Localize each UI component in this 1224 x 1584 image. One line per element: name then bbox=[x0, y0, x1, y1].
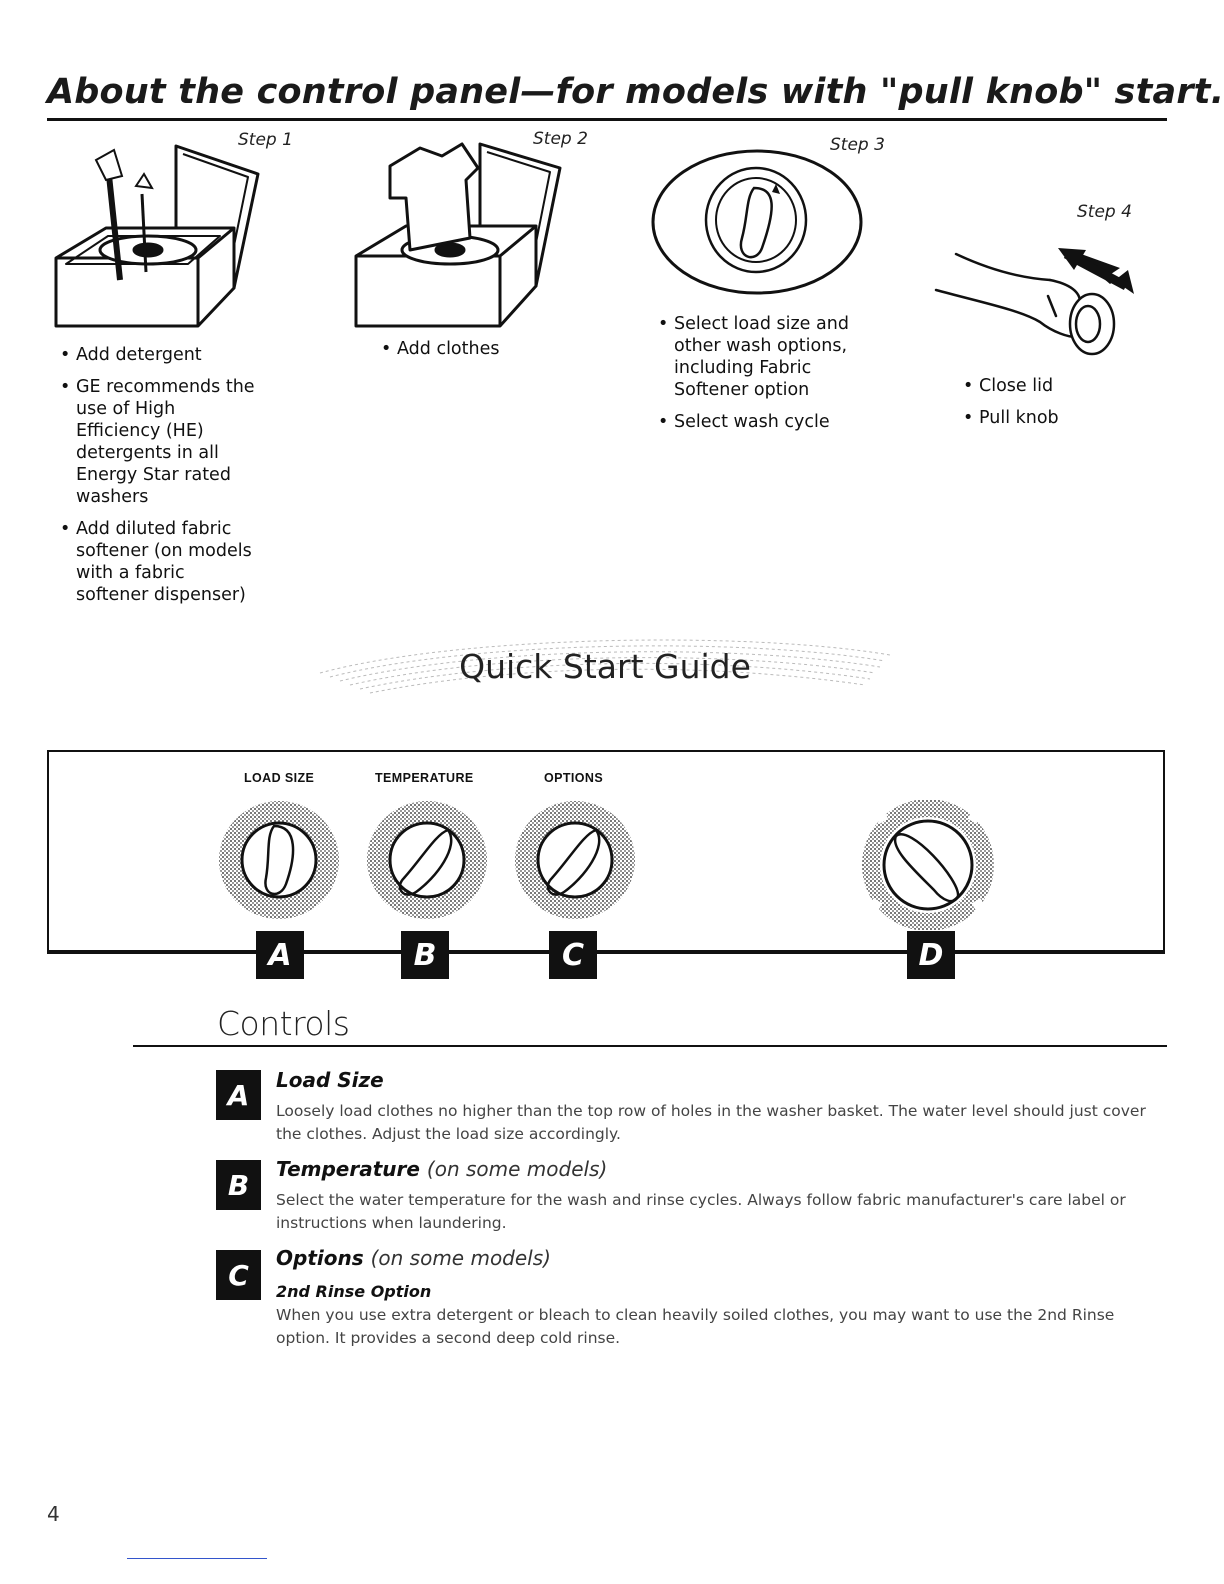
step-3-bullets bbox=[658, 313, 878, 443]
control-body-options: When you use extra detergent or bleach to clean heavily soiled clothes, you may want to use the 2nd Rinse option. It provides a second deep cold rinse. bbox=[276, 1306, 1115, 1347]
control-heading-temperature bbox=[276, 1157, 607, 1181]
options-knob-icon[interactable] bbox=[515, 801, 635, 919]
control-body-temperature: Select the water temperature for the wash and rinse cycles. Always follow fabric manufacturer's care label or instructions when laundering. bbox=[276, 1191, 1126, 1232]
control-sublabel-2nd-rinse: 2nd Rinse Option bbox=[276, 1282, 432, 1301]
quick-start-title: Quick Start Guide bbox=[459, 647, 751, 686]
pull-knob-illustration bbox=[930, 240, 1145, 370]
step-1-bullet: • Add detergent bbox=[60, 344, 260, 366]
control-body-load-size: Loosely load clothes no higher than the top row of holes in the washer basket. The water level should just cover the clothes. Adjust the load size accordingly. bbox=[276, 1102, 1146, 1143]
quick-start-banner bbox=[310, 625, 900, 705]
panel-letter-c: C bbox=[549, 931, 597, 979]
cycle-knob-icon[interactable] bbox=[862, 800, 994, 930]
step-2-bullet: • Add clothes bbox=[381, 338, 581, 360]
washer-detergent-illustration bbox=[48, 140, 268, 330]
step-3-label: Step 3 bbox=[830, 135, 885, 155]
panel-letter-b: B bbox=[401, 931, 449, 979]
control-heading-text: Options bbox=[276, 1246, 364, 1270]
page-title: About the control panel—for models with "pull knob" start. bbox=[47, 72, 1224, 112]
controls-title: Controls bbox=[217, 1004, 350, 1043]
page-number: 4 bbox=[47, 1502, 60, 1526]
panel-letter-a: A bbox=[256, 931, 304, 979]
panel-knobs bbox=[210, 800, 1010, 930]
panel-label-temperature: TEMPERATURE bbox=[375, 771, 474, 785]
panel-label-options: OPTIONS bbox=[544, 771, 604, 785]
step-1-bullet: • GE recommends the use of High Efficiency (HE) detergents in all Energy Star rated washers bbox=[60, 376, 260, 508]
control-heading-text: Temperature bbox=[276, 1157, 420, 1181]
step-4-bullet: • Close lid bbox=[963, 375, 1163, 397]
control-letter-c: C bbox=[216, 1250, 261, 1300]
step-1-label: Step 1 bbox=[238, 130, 293, 150]
controls-rule bbox=[133, 1045, 1167, 1047]
step-2-bullets bbox=[381, 338, 581, 370]
control-letter-b: B bbox=[216, 1160, 261, 1210]
dial-select-illustration bbox=[650, 148, 865, 298]
control-heading-qualifier: (on some models) bbox=[426, 1157, 608, 1181]
temperature-knob-icon[interactable] bbox=[367, 801, 487, 919]
control-heading-options bbox=[276, 1246, 551, 1270]
panel-letter-d: D bbox=[907, 931, 955, 979]
control-letter-a: A bbox=[216, 1070, 261, 1120]
step-1-bullet: • Add diluted fabric softener (on models with a fabric softener dispenser) bbox=[60, 518, 260, 606]
step-4-label: Step 4 bbox=[1077, 202, 1132, 222]
step-3-bullet: • Select load size and other wash options, including Fabric Softener option bbox=[658, 313, 878, 401]
panel-baseline bbox=[47, 952, 1165, 954]
step-2-label: Step 2 bbox=[533, 129, 588, 149]
control-heading-load-size bbox=[276, 1068, 384, 1092]
title-rule bbox=[47, 118, 1167, 121]
step-4-bullets bbox=[963, 375, 1163, 439]
load-size-knob-icon[interactable] bbox=[219, 801, 339, 919]
step-1-bullets bbox=[60, 344, 260, 616]
panel-label-load-size: LOAD SIZE bbox=[244, 771, 315, 785]
washer-clothes-illustration bbox=[350, 138, 570, 330]
control-heading-qualifier: (on some models) bbox=[370, 1246, 551, 1270]
step-4-bullet: • Pull knob bbox=[963, 407, 1163, 429]
step-3-bullet: • Select wash cycle bbox=[658, 411, 878, 433]
control-heading-text: Load Size bbox=[276, 1068, 384, 1092]
footer-link-line bbox=[127, 1558, 267, 1559]
